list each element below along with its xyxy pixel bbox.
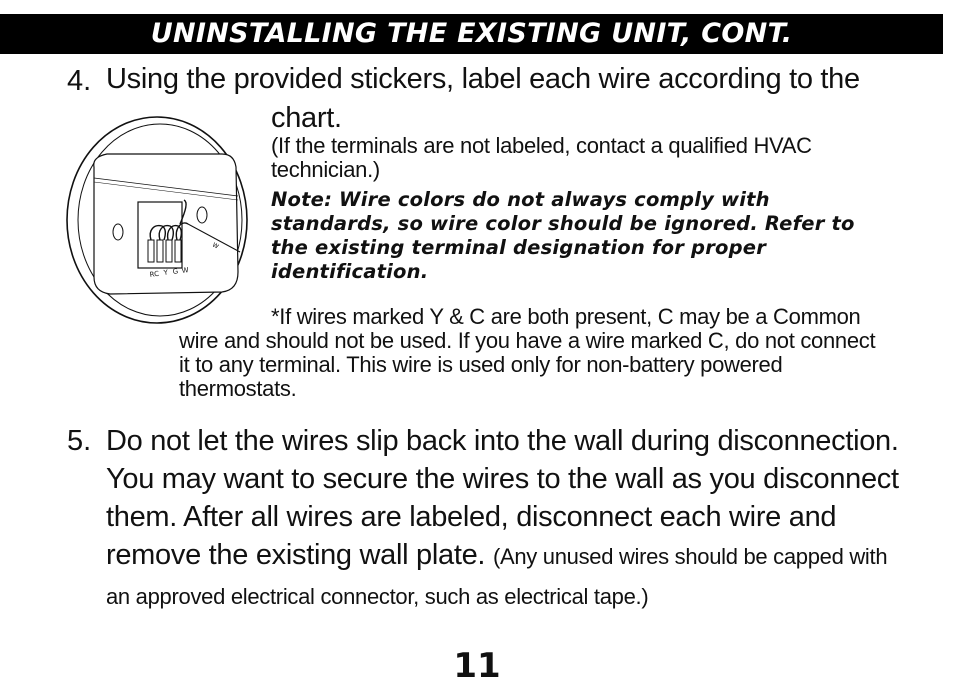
common-wire-note: *If wires marked Y & C are both present, C may be a Common wire and should not be used. If you have a wire marked C, do not connect it to any terminal. This wire is used only for non-battery powered thermostats. xyxy=(179,304,876,401)
section-header: UNINSTALLING THE EXISTING UNIT, CONT. xyxy=(0,14,943,54)
hvac-technician-note: (If the terminals are not labeled, contact a qualified HVAC technician.) xyxy=(271,133,812,182)
step-5-main-text: Do not let the wires slip back into the wall during disconnection. You may want to secure the wires to the wall as you disconnect them. After all wires are labeled, disconnect each wire and remove the existing wall plate. xyxy=(106,425,899,571)
terminal-label-rc: RC xyxy=(149,269,160,279)
wire-color-note: Note: Wire colors do not always comply with standards, so wire color should be ignored. Refer to the existing terminal designation for proper identification. xyxy=(271,188,855,283)
terminal-label-y: Y xyxy=(163,268,169,277)
wall-plate-diagram xyxy=(62,112,262,327)
step-5-text xyxy=(106,422,906,616)
step-4-number: 4. xyxy=(67,65,92,97)
step-4-text-line2: chart. xyxy=(271,102,342,134)
page-number: 11 xyxy=(453,646,501,686)
terminal-label-w: W xyxy=(181,266,190,275)
terminal-label-g: G xyxy=(172,267,179,276)
screw-hole-left xyxy=(113,224,123,240)
screw-hole-right xyxy=(197,207,207,223)
sticker-label: W xyxy=(211,241,220,251)
step-5-capping-note: (Any unused wires should be capped with an approved electrical connector, such as electrical tape.) xyxy=(106,544,888,609)
wall-plate-illustration xyxy=(62,112,262,327)
step-4-text-line1: Using the provided stickers, label each wire according to the xyxy=(106,63,860,95)
step-5-number: 5. xyxy=(67,425,92,457)
